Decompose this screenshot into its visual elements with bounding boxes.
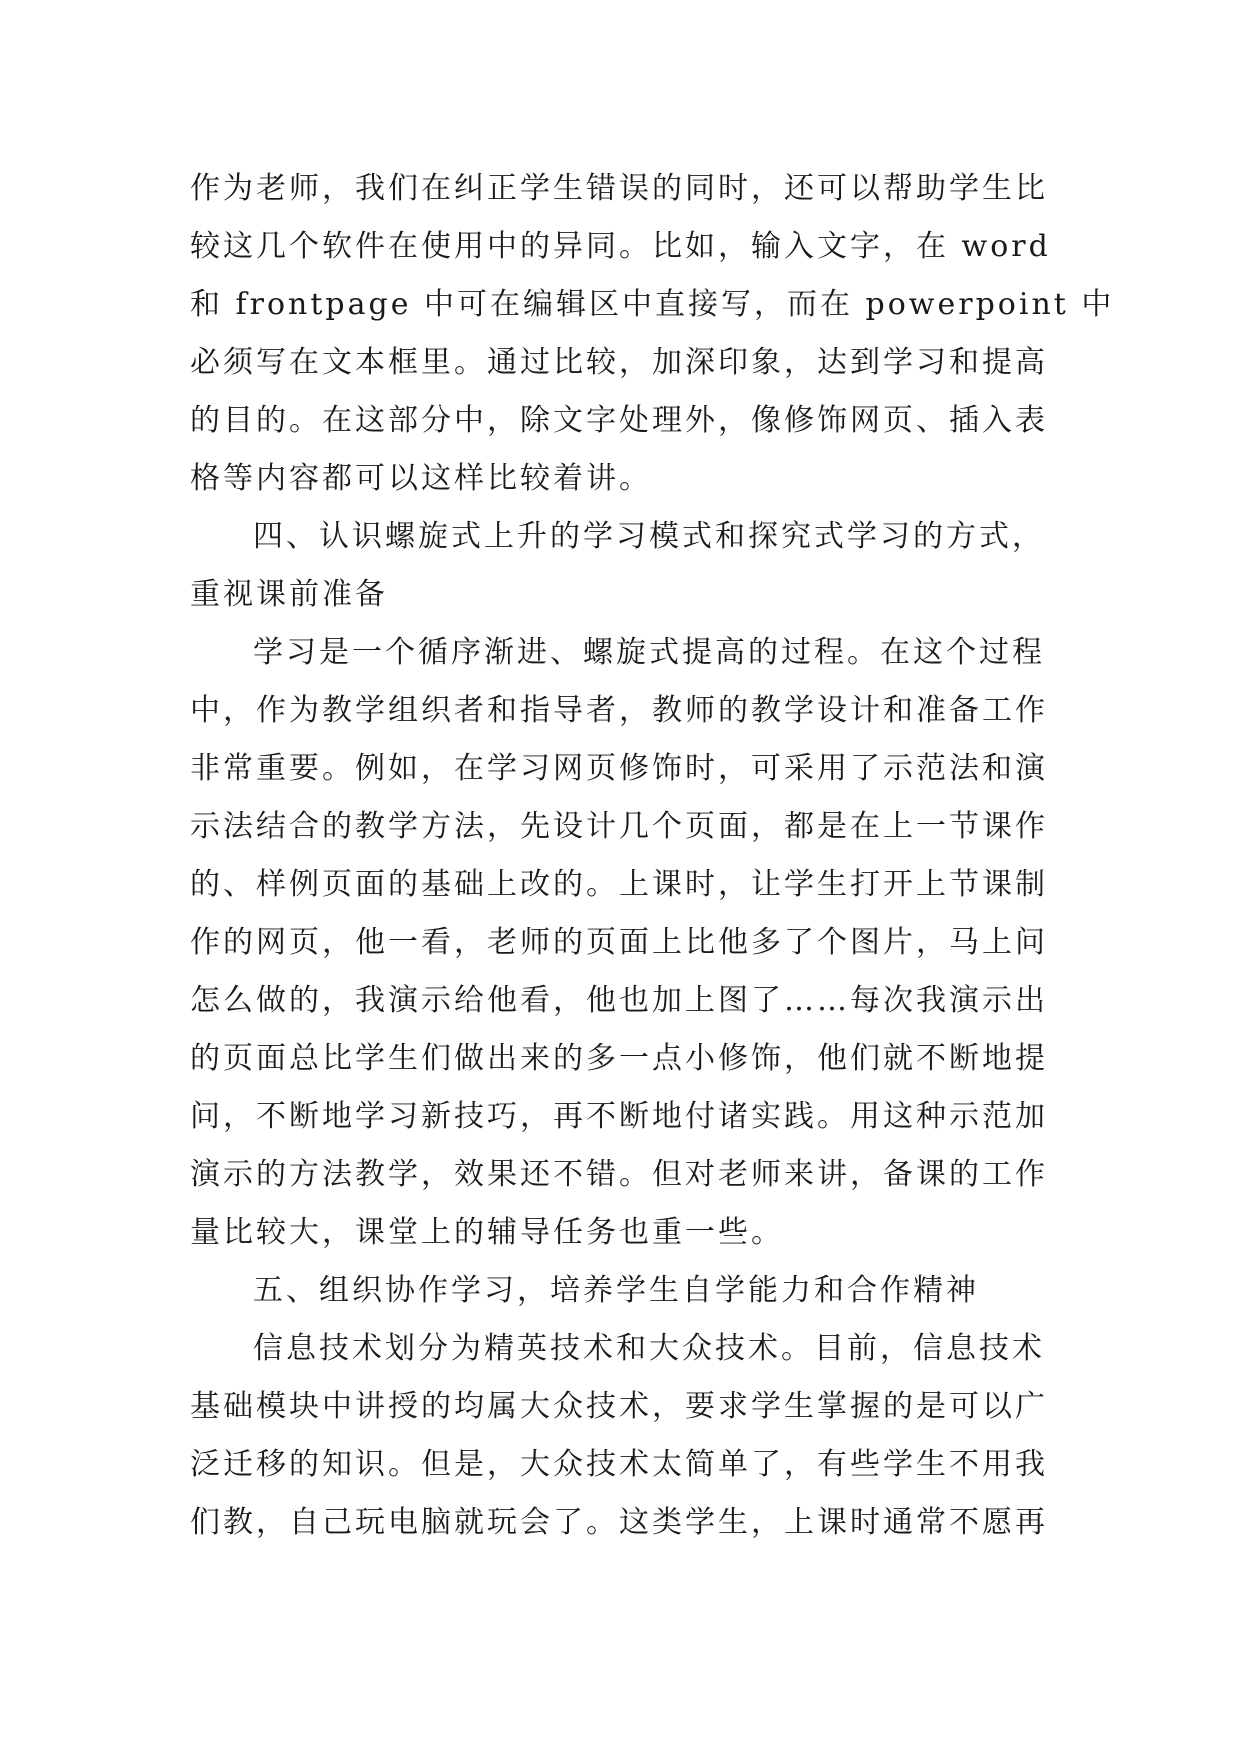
text-line: 较这几个软件在使用中的异同。比如，输入文字，在 word <box>190 229 1051 264</box>
text-line: 和 frontpage 中可在编辑区中直接写，而在 powerpoint 中 <box>190 287 1115 322</box>
section-heading-line: 五、组织协作学习，培养学生自学能力和合作精神 <box>253 1273 979 1308</box>
text-line: 中，作为教学组织者和指导者，教师的教学设计和准备工作 <box>190 693 1048 728</box>
text-line: 必须写在文本框里。通过比较，加深印象，达到学习和提高 <box>190 345 1048 380</box>
text-line: 怎么做的，我演示给他看，他也加上图了……每次我演示出 <box>190 983 1048 1018</box>
text-line: 们教，自己玩电脑就玩会了。这类学生，上课时通常不愿再 <box>190 1505 1048 1540</box>
document-body <box>190 160 1115 1552</box>
text-line: 作的网页，他一看，老师的页面上比他多了个图片，马上问 <box>190 925 1048 960</box>
text-line: 演示的方法教学，效果还不错。但对老师来讲，备课的工作 <box>190 1157 1048 1192</box>
text-line: 格等内容都可以这样比较着讲。 <box>190 461 652 496</box>
text-line: 量比较大，课堂上的辅导任务也重一些。 <box>190 1215 784 1250</box>
section-heading-line: 四、认识螺旋式上升的学习模式和探究式学习的方式， <box>253 519 1045 554</box>
text-line: 学习是一个循序渐进、螺旋式提高的过程。在这个过程 <box>253 635 1045 670</box>
text-line: 作为老师，我们在纠正学生错误的同时，还可以帮助学生比 <box>190 171 1048 206</box>
text-line: 泛迁移的知识。但是，大众技术太简单了，有些学生不用我 <box>190 1447 1048 1482</box>
text-line: 示法结合的教学方法，先设计几个页面，都是在上一节课作 <box>190 809 1048 844</box>
text-line: 问，不断地学习新技巧，再不断地付诸实践。用这种示范加 <box>190 1099 1048 1134</box>
text-line: 信息技术划分为精英技术和大众技术。目前，信息技术 <box>253 1331 1045 1366</box>
text-line: 的、样例页面的基础上改的。上课时，让学生打开上节课制 <box>190 867 1048 902</box>
section-heading-line: 重视课前准备 <box>190 577 388 612</box>
text-line: 基础模块中讲授的均属大众技术，要求学生掌握的是可以广 <box>190 1389 1048 1424</box>
text-line: 非常重要。例如，在学习网页修饰时，可采用了示范法和演 <box>190 751 1048 786</box>
text-line: 的页面总比学生们做出来的多一点小修饰，他们就不断地提 <box>190 1041 1048 1076</box>
text-line: 的目的。在这部分中，除文字处理外，像修饰网页、插入表 <box>190 403 1048 438</box>
